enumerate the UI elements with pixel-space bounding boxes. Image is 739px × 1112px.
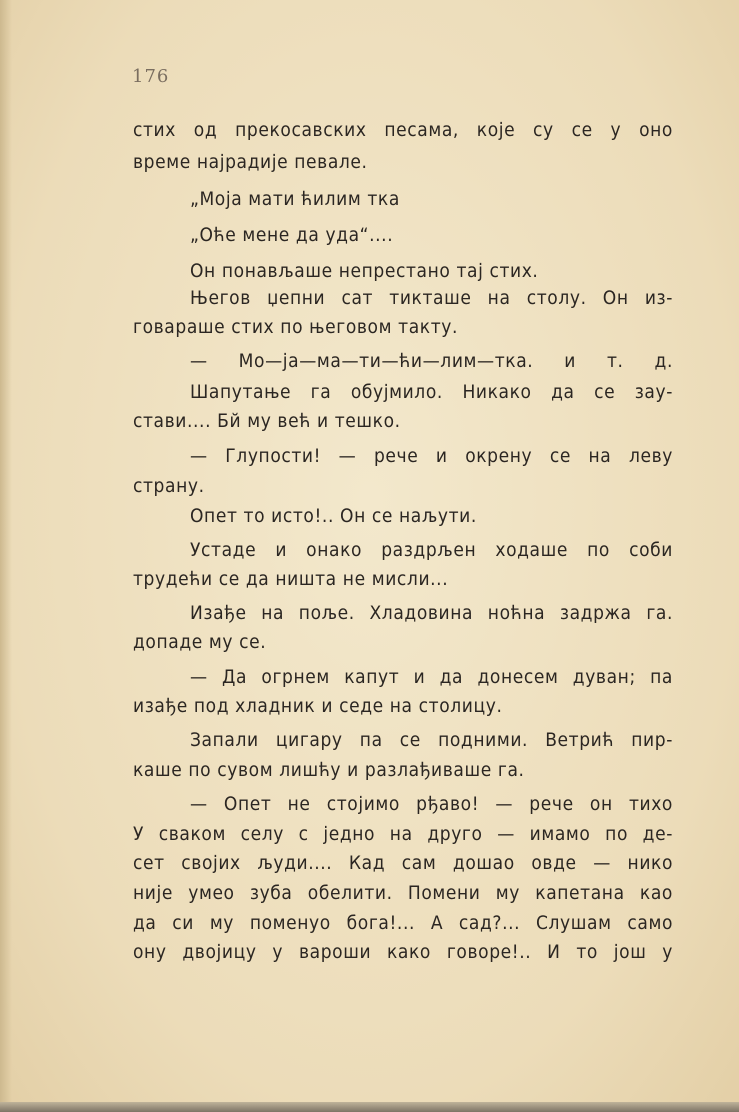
text-line: Он понављаше непрестано тај стих. — [190, 260, 539, 282]
text-line: сет својих људи.... Кад сам дошао овде — нико — [133, 852, 673, 874]
text-line: „Оће мене да уда“.... — [190, 224, 394, 246]
text-line: ону двојицу у вароши како говоре!.. И то још у — [133, 941, 673, 963]
binding-shadow — [0, 0, 12, 1112]
page-number: 176 — [132, 66, 170, 87]
text-line: говараше стих по његовом такту. — [133, 316, 458, 338]
text-line: време најрадије певале. — [133, 151, 368, 173]
scan-bottom-edge — [0, 1102, 739, 1112]
text-line: каше по сувом лишћу и разлађиваше га. — [133, 759, 525, 781]
text-line: стави.... Бй му већ и тешко. — [133, 410, 401, 432]
text-line: Изађе на поље. Хладовина ноћна задржа га. — [190, 602, 673, 624]
text-line: — Опет не стојимо рђаво! — рече он тихо — [190, 793, 673, 815]
text-line: Шапутање га обујмило. Никако да се зау- — [190, 381, 673, 403]
text-line: Његов џепни сат тикташе на столу. Он из- — [190, 287, 673, 309]
text-line: допаде му се. — [133, 631, 267, 653]
text-line: — Да огрнем капут и да донесем дуван; па — [190, 666, 673, 688]
text-line: „Моја мати ћилим тка — [190, 188, 400, 210]
text-line: У сваком селу с једно на друго — имамо по де- — [133, 823, 673, 845]
text-line: страну. — [133, 475, 205, 497]
text-line: стих од прекосавских песама, које су се у оно — [133, 119, 673, 141]
text-line: да си му поменуо бога!... А сад?... Слушам само — [133, 912, 673, 934]
text-line: трудећи се да ништа не мисли... — [133, 568, 449, 590]
text-line: Устаде и онако раздрљен ходаше по соби — [190, 539, 673, 561]
text-line: Опет то исто!.. Он се наљути. — [190, 505, 477, 527]
text-line: изађе под хладник и седе на столицу. — [133, 695, 503, 717]
text-line: — Глупости! — рече и окрену се на леву — [190, 445, 673, 467]
text-line: — Мо—ја—ма—ти—ћи—лим—тка. и т. д. — [190, 350, 673, 372]
text-line: Запали цигару па се подними. Ветрић пир- — [190, 729, 673, 751]
text-line: није умео зуба обелити. Помени му капетана као — [133, 882, 673, 904]
